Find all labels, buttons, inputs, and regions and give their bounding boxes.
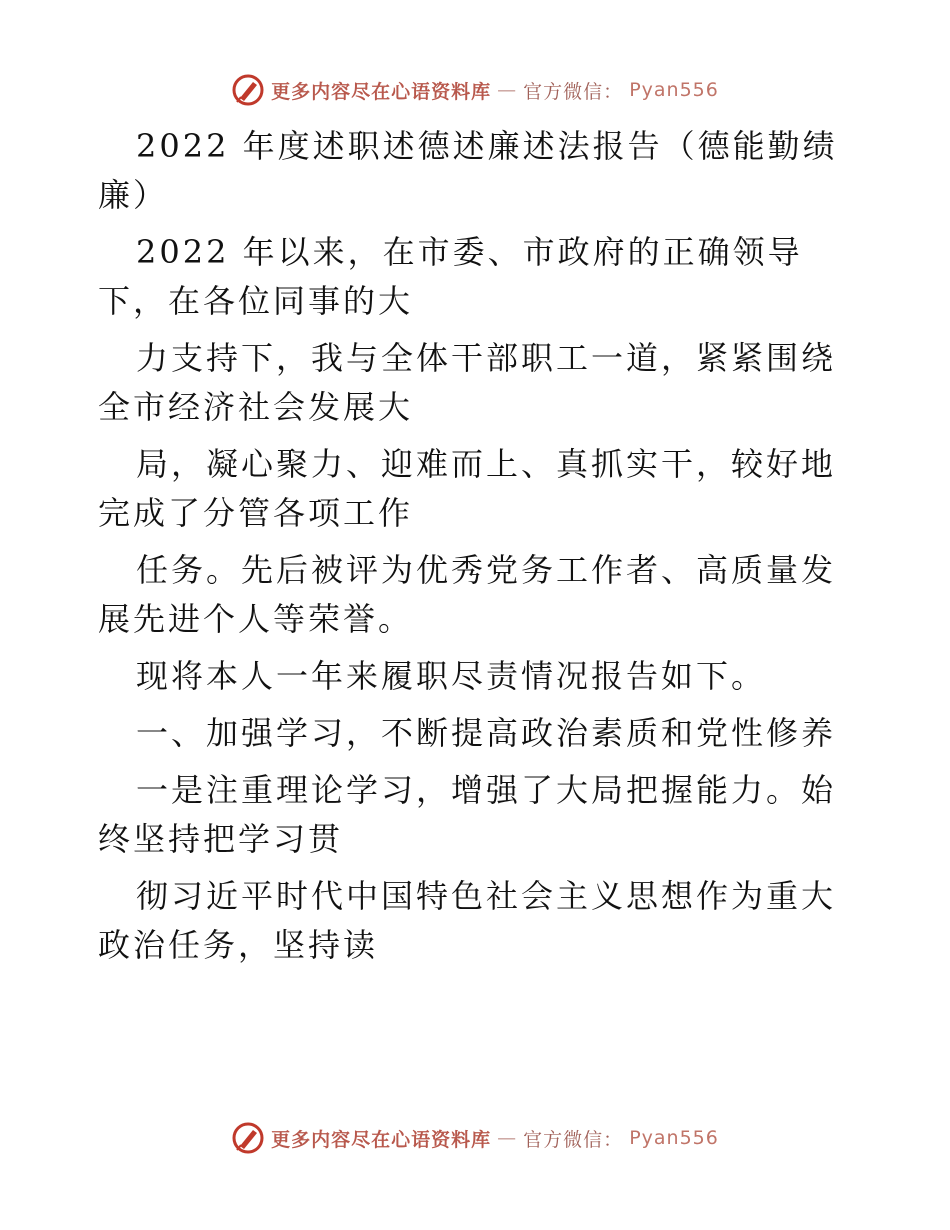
- paragraph: 2022 年以来，在市委、市政府的正确领导下，在各位同事的大: [98, 233, 803, 320]
- paragraph: 力支持下，我与全体干部职工一道，紧紧围绕全市经济社会发展大: [98, 339, 837, 426]
- document-body: [98, 122, 858, 978]
- pen-logo-icon: [231, 73, 265, 107]
- section-heading: 一、加强学习，不断提高政治素质和党性修养: [136, 714, 837, 752]
- watermark-separator: —: [497, 79, 518, 101]
- paragraph: 现将本人一年来履职尽责情况报告如下。: [136, 657, 767, 695]
- watermark-brand: 更多内容尽在心语资料库: [271, 1128, 492, 1151]
- document-title: 2022 年度述职述德述廉述法报告（德能勤绩廉）: [98, 127, 838, 214]
- watermark-official: 官方微信：: [523, 1128, 624, 1151]
- watermark-separator: —: [497, 1127, 518, 1149]
- paragraph: 局，凝心聚力、迎难而上、真抓实干，较好地完成了分管各项工作: [98, 445, 837, 532]
- pen-logo-icon: [231, 1121, 265, 1155]
- footer-watermark: [0, 1118, 950, 1158]
- watermark-account: Pyan556: [629, 1127, 719, 1149]
- watermark-official: 官方微信：: [523, 80, 624, 103]
- watermark-brand: 更多内容尽在心语资料库: [271, 80, 492, 103]
- paragraph: 任务。先后被评为优秀党务工作者、高质量发展先进个人等荣誉。: [98, 551, 837, 638]
- header-watermark: [0, 70, 950, 110]
- paragraph: 彻习近平时代中国特色社会主义思想作为重大政治任务，坚持读: [98, 877, 837, 964]
- paragraph: 一是注重理论学习，增强了大局把握能力。始终坚持把学习贯: [98, 771, 837, 858]
- watermark-account: Pyan556: [629, 79, 719, 101]
